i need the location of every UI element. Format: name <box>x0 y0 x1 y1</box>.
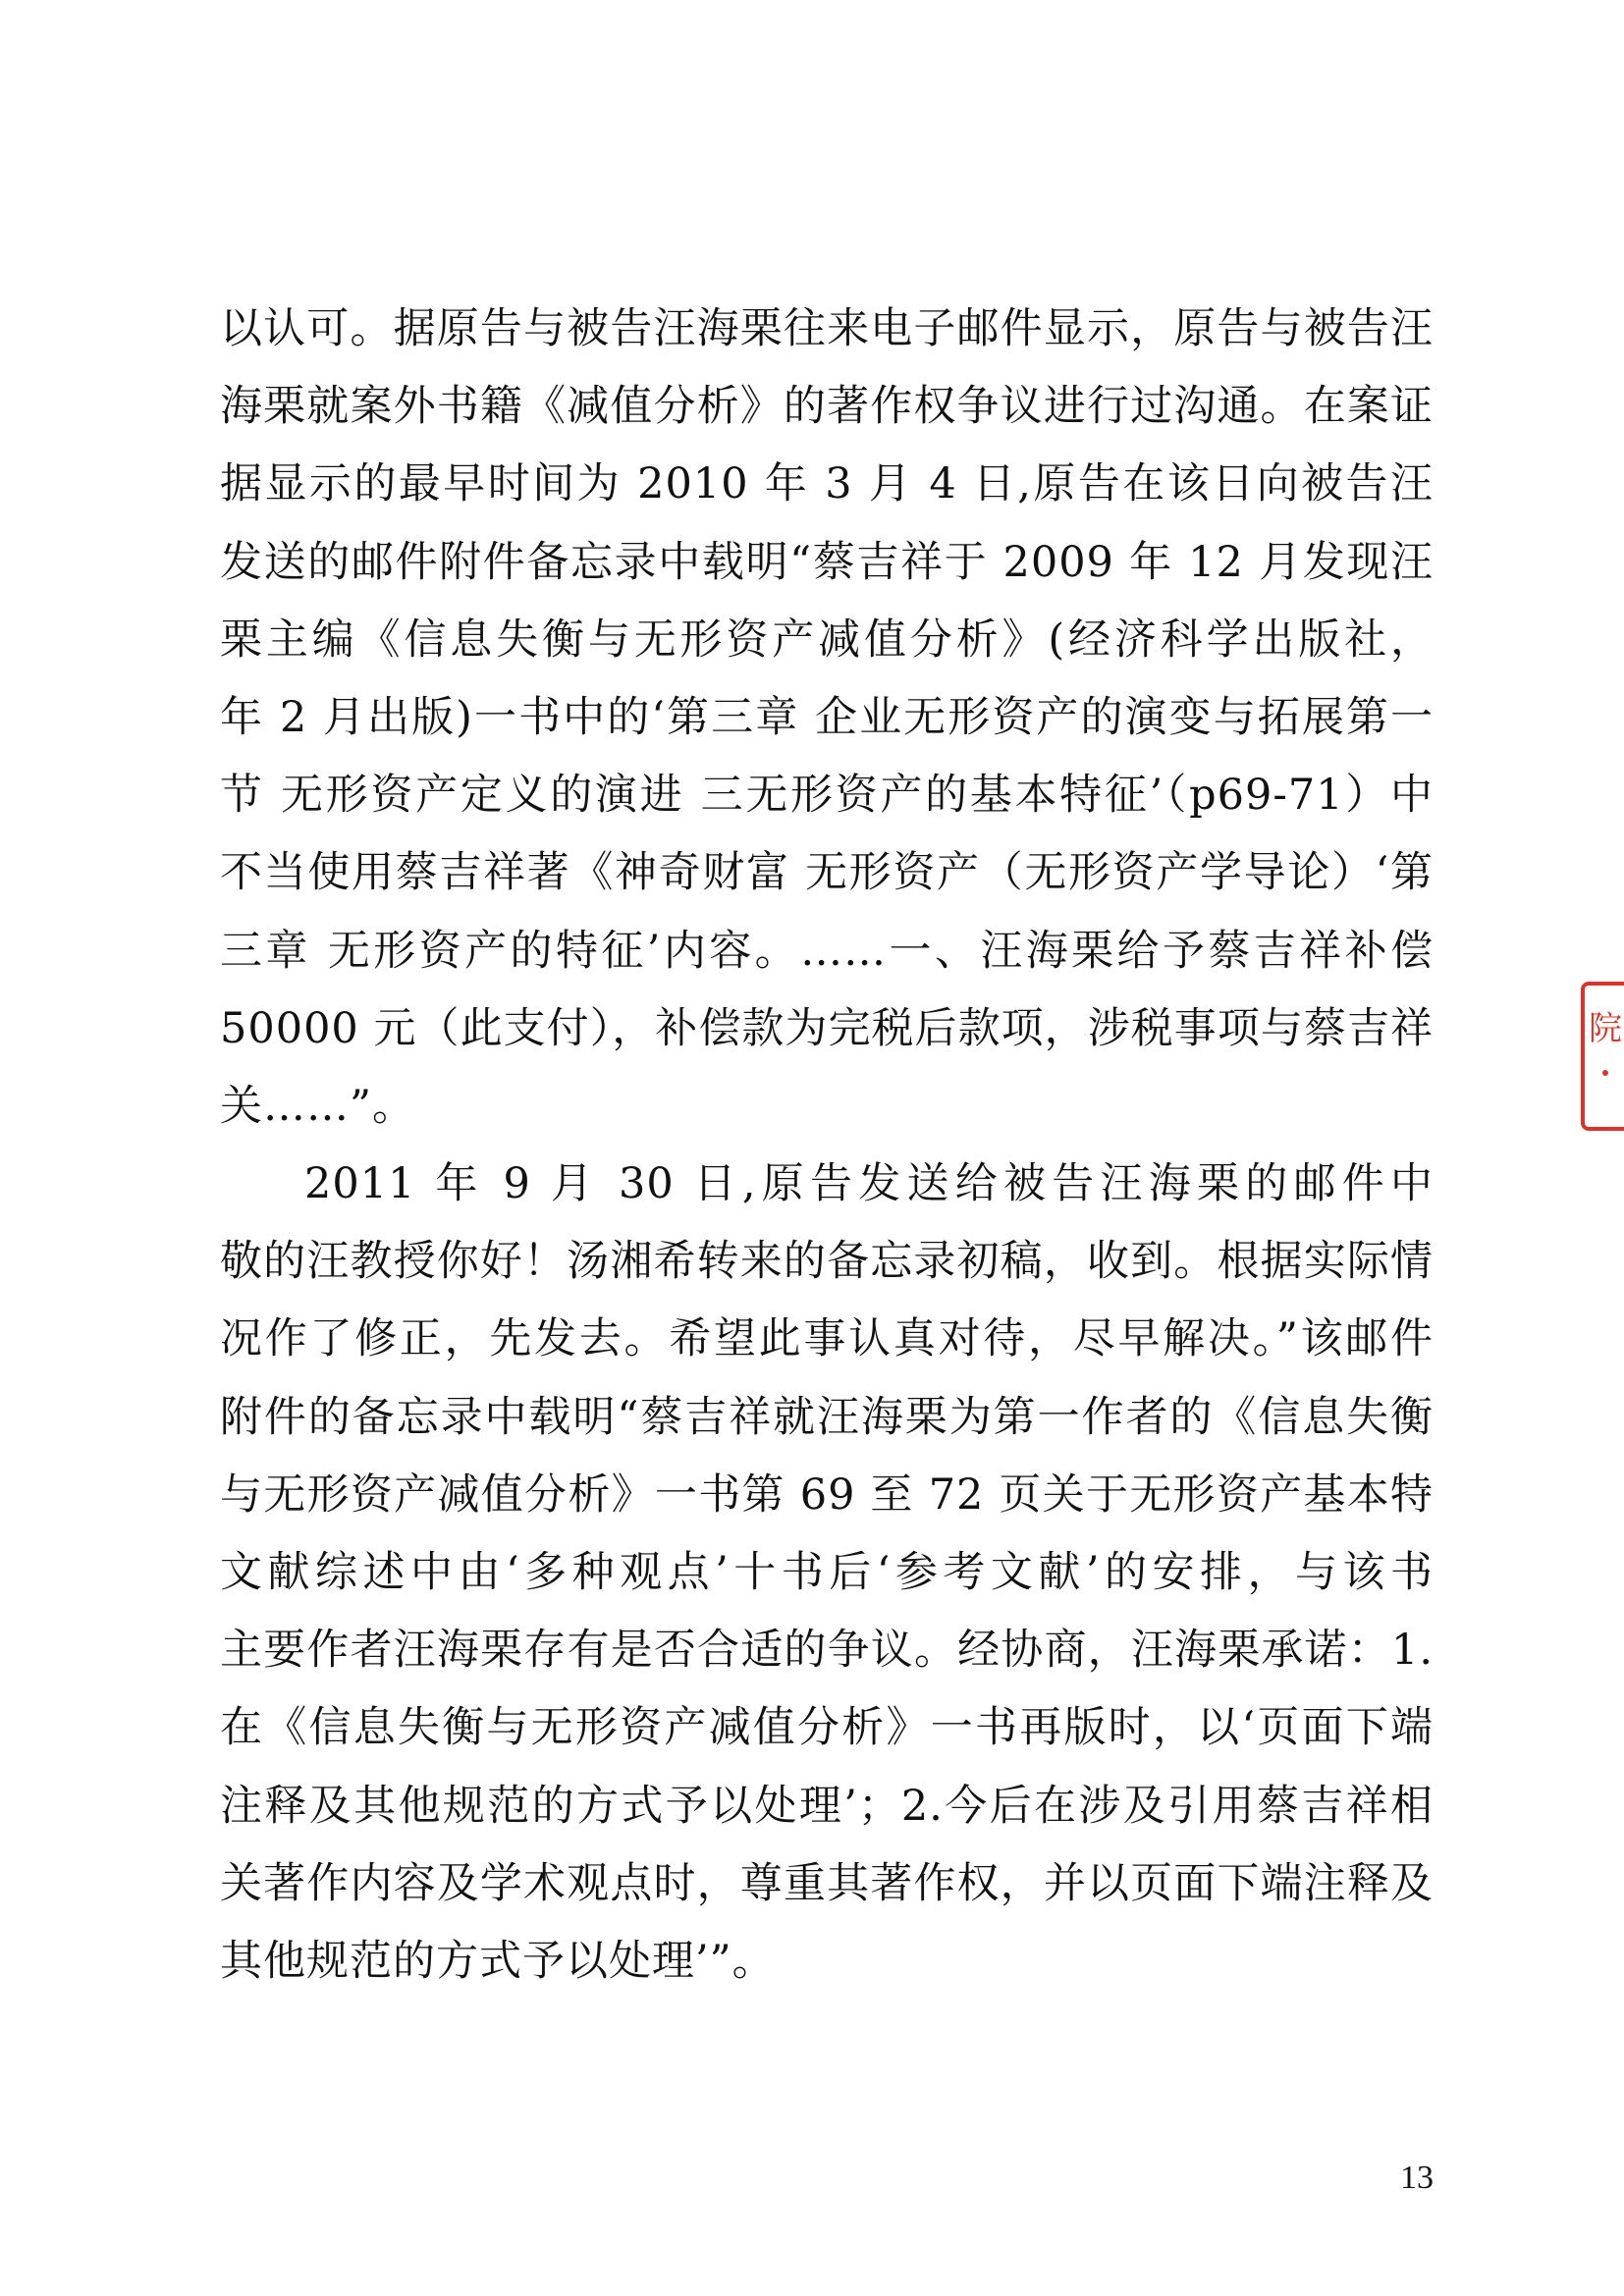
text-line: 不当使用蔡吉祥著《神奇财富 无形资产（无形资产学导论）‘第 <box>220 848 1434 898</box>
text-line: 2011 年 9 月 30 日,原告发送给被告汪海栗的邮件中 <box>304 1159 1434 1209</box>
text-line: 附件的备忘录中载明“蔡吉祥就汪海栗为第一作者的《信息失衡 <box>220 1392 1434 1442</box>
paragraph-1 <box>220 291 1434 1146</box>
text-line: 在《信息失衡与无形资产减值分析》一书再版时，以‘页面下端 <box>220 1703 1434 1753</box>
text-line: 年 2 月出版)一书中的‘第三章 企业无形资产的演变与拓展第一 <box>220 692 1434 742</box>
text-line: 海栗就案外书籍《减值分析》的著作权争议进行过沟通。在案证 <box>220 382 1434 432</box>
text-line: 50000 元（此支付），补偿款为完税后款项，涉税事项与蔡吉祥 <box>220 1003 1434 1053</box>
text-line: 以认可。据原告与被告汪海栗往来电子邮件显示，原告与被告汪 <box>220 304 1434 353</box>
paragraph-2 <box>220 1146 1434 2001</box>
text-line: 与无形资产减值分析》一书第 69 至 72 页关于无形资产基本特 <box>220 1469 1434 1520</box>
text-line: 文献综述中由‘多种观点’十书后‘参考文献’的安排，与该书 <box>220 1548 1434 1597</box>
text-line: 况作了修正，先发去。希望此事认真对待，尽早解决。”该邮件 <box>220 1314 1434 1364</box>
text-line: 主要作者汪海栗存有是否合适的争议。经协商，汪海栗承诺：1. <box>220 1626 1434 1676</box>
text-line: 注释及其他规范的方式予以处理’；2.今后在涉及引用蔡吉祥相 <box>220 1781 1434 1831</box>
court-seal-stamp <box>1577 982 1624 1131</box>
text-line: 三章 无形资产的特征’内容。……一、汪海栗给予蔡吉祥补偿 <box>220 926 1434 976</box>
text-line: 节 无形资产定义的演进 三无形资产的基本特征’（p69-71）中 <box>220 771 1434 821</box>
seal-dot <box>1602 1070 1608 1076</box>
text-line: 关……”。 <box>220 1081 415 1131</box>
document-body <box>220 291 1434 2001</box>
text-line: 敬的汪教授你好！汤湘希转来的备忘录初稿，收到。根据实际情 <box>220 1237 1434 1287</box>
text-line: 栗主编《信息失衡与无形资产减值分析》(经济科学出版社， <box>220 614 1434 665</box>
text-line: 发送的邮件附件备忘录中载明“蔡吉祥于 2009 年 12 月发现汪 <box>220 537 1434 587</box>
text-line: 据显示的最早时间为 2010 年 3 月 4 日,原告在该日向被告汪 <box>220 459 1434 509</box>
seal-text: 院 <box>1589 1009 1622 1048</box>
page-number: 13 <box>1400 2160 1434 2196</box>
text-line: 关著作内容及学术观点时，尊重其著作权，并以页面下端注释及 <box>220 1858 1434 1908</box>
text-line: 其他规范的方式予以处理’”。 <box>220 1936 776 1986</box>
